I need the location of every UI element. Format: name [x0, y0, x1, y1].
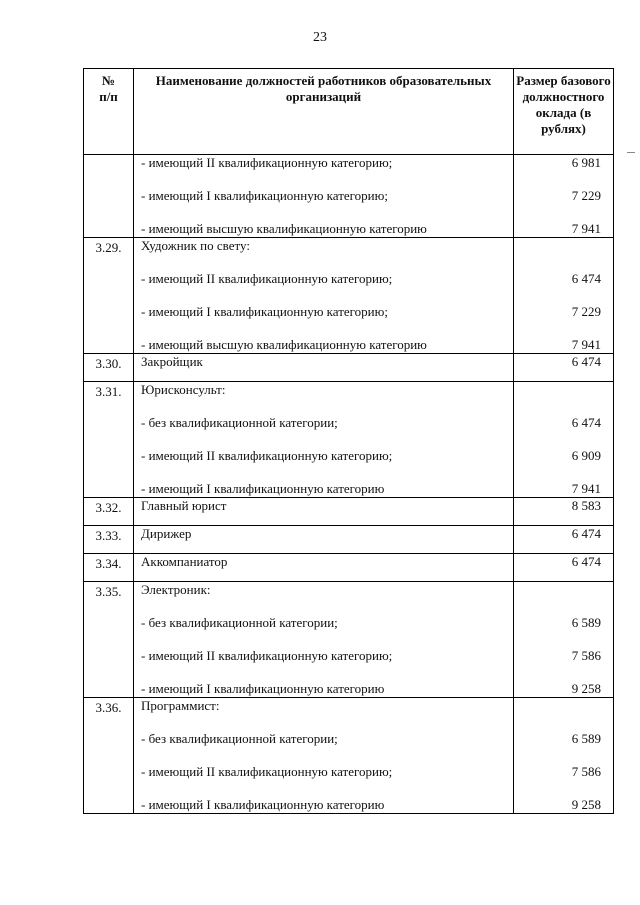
position-label: - имеющий II квалификационную категорию; [141, 764, 393, 779]
salary-cell [514, 526, 614, 554]
salary-value [514, 698, 613, 731]
header-name: Наименование должностей работников образовательных организаций [134, 69, 514, 155]
position-label: - имеющий I квалификационную категорию [141, 681, 385, 696]
salary-value: 7 586 [571, 764, 601, 779]
table-row [84, 554, 614, 582]
position-label: - имеющий I квалификационную категорию [141, 481, 385, 496]
position-name-cell [134, 582, 514, 698]
row-number-cell [84, 582, 134, 698]
header-salary: Размер базового должностного оклада (в рублях) [514, 69, 614, 155]
salary-cell [514, 698, 614, 814]
table-row [84, 382, 614, 498]
row-number: 3.33. [95, 528, 122, 543]
salary-value: 7 229 [571, 304, 601, 319]
salary-value: 7 586 [571, 648, 601, 663]
table-body [84, 155, 614, 814]
table-row [84, 698, 614, 814]
position-label: Дирижер [141, 526, 192, 541]
position-label: Главный юрист [141, 498, 227, 513]
position-name-cell [134, 155, 514, 238]
table-header-row [84, 69, 614, 155]
row-number [84, 155, 133, 157]
position-label: Электроник: [141, 582, 211, 597]
position-label: - имеющий I квалификационную категорию; [141, 304, 388, 319]
salary-value: 7 229 [571, 188, 601, 203]
position-label: - имеющий II квалификационную категорию; [141, 271, 393, 286]
position-label: - имеющий I квалификационную категорию; [141, 188, 388, 203]
salary-value: 7 941 [571, 337, 601, 352]
table-row [84, 526, 614, 554]
header-num-text: № п/п [99, 73, 118, 104]
row-number-cell [84, 698, 134, 814]
salary-value: 6 589 [571, 615, 601, 630]
position-label: Программист: [141, 698, 220, 713]
row-number: 3.32. [95, 500, 122, 515]
salary-value [514, 382, 613, 415]
salary-cell [514, 582, 614, 698]
salary-value: 6 474 [571, 415, 601, 430]
row-number: 3.36. [95, 700, 122, 715]
page-number: 23 [313, 30, 327, 45]
table-row [84, 582, 614, 698]
row-number: 3.35. [95, 584, 122, 599]
table-row [84, 238, 614, 354]
salary-cell [514, 554, 614, 582]
position-name-cell [134, 382, 514, 498]
row-number: 3.34. [95, 556, 122, 571]
salary-value: 8 583 [571, 498, 601, 513]
row-number-cell [84, 498, 134, 526]
salary-value [514, 238, 613, 271]
position-name-cell [134, 526, 514, 554]
position-name-cell [134, 238, 514, 354]
salary-value: 6 474 [571, 271, 601, 286]
position-label: - имеющий I квалификационную категорию [141, 797, 385, 812]
position-label: - имеющий высшую квалификационную категорию [141, 337, 427, 352]
row-number: 3.31. [95, 384, 122, 399]
salary-table [83, 68, 614, 814]
position-label: - без квалификационной категории; [141, 731, 338, 746]
salary-value: 7 941 [571, 481, 601, 496]
salary-value: 6 474 [571, 554, 601, 569]
table-row [84, 155, 614, 238]
position-label: Закройщик [141, 354, 203, 369]
table-row [84, 354, 614, 382]
salary-value: 6 909 [571, 448, 601, 463]
row-number-cell [84, 382, 134, 498]
salary-value [514, 582, 613, 615]
position-label: - имеющий высшую квалификационную категорию [141, 221, 427, 236]
salary-cell [514, 238, 614, 354]
salary-cell [514, 498, 614, 526]
salary-value: 9 258 [571, 681, 601, 696]
row-number: 3.29. [95, 240, 122, 255]
position-label: - без квалификационной категории; [141, 615, 338, 630]
position-label: - без квалификационной категории; [141, 415, 338, 430]
salary-cell [514, 155, 614, 238]
position-name-cell [134, 354, 514, 382]
row-number-cell [84, 554, 134, 582]
row-number: 3.30. [95, 356, 122, 371]
position-label: Художник по свету: [141, 238, 250, 253]
position-name-cell [134, 554, 514, 582]
row-number-cell [84, 526, 134, 554]
position-label: - имеющий II квалификационную категорию; [141, 448, 393, 463]
salary-value: 6 474 [571, 526, 601, 541]
salary-cell [514, 382, 614, 498]
position-label: - имеющий II квалификационную категорию; [141, 648, 393, 663]
salary-value: 6 474 [571, 354, 601, 369]
salary-value: 7 941 [571, 221, 601, 236]
position-label: Юрисконсульт: [141, 382, 226, 397]
position-name-cell [134, 498, 514, 526]
header-num [84, 69, 134, 155]
salary-value: 6 981 [571, 155, 601, 170]
margin-mark [627, 152, 635, 153]
salary-cell [514, 354, 614, 382]
salary-value: 6 589 [571, 731, 601, 746]
row-number-cell [84, 155, 134, 238]
position-label: Аккомпаниатор [141, 554, 228, 569]
row-number-cell [84, 238, 134, 354]
table-row [84, 498, 614, 526]
salary-value: 9 258 [571, 797, 601, 812]
row-number-cell [84, 354, 134, 382]
position-name-cell [134, 698, 514, 814]
position-label: - имеющий II квалификационную категорию; [141, 155, 393, 170]
